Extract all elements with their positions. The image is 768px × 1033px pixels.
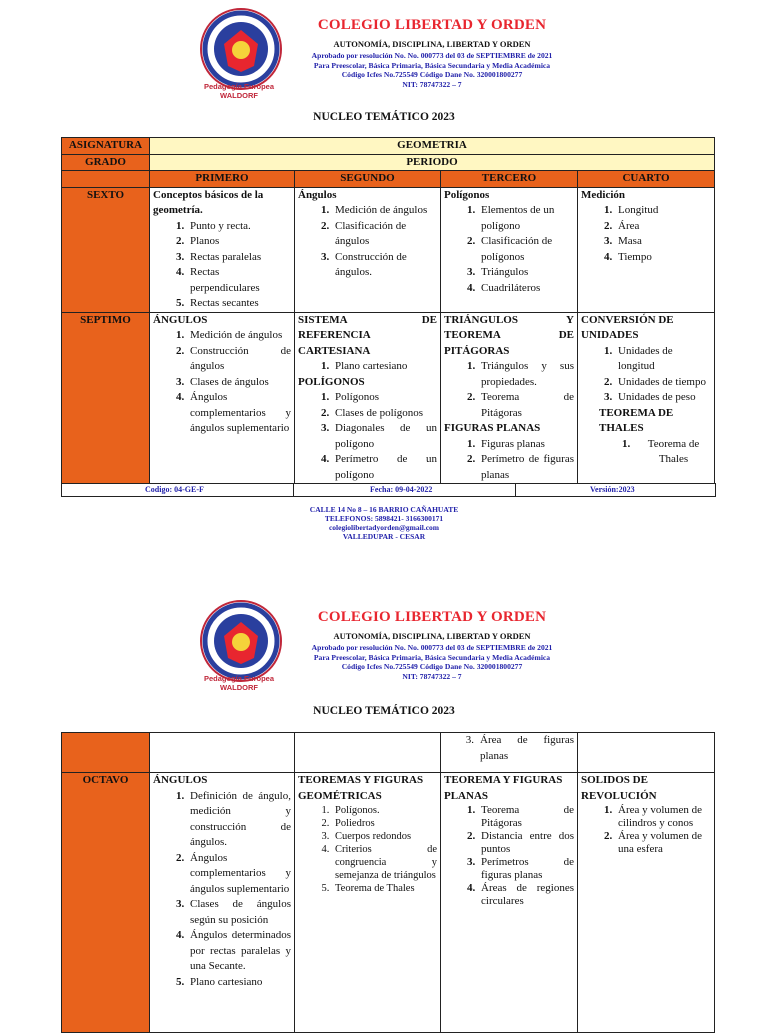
period-header-4: CUARTO [578,171,715,188]
city-text: VALLEDUPAR - CESAR [342,532,426,541]
cell-octavo-p4 [578,773,715,1033]
list-item: 1. Polígonos. [332,804,437,817]
list-item: 1. Definición de ángulo, medición y construcción de ángulos. [187,789,291,851]
cell-sexto-p3 [441,187,578,312]
topic-list [444,203,574,296]
topic-title: TEOREMAS Y FIGURAS GEOMÉTRICAS [298,774,424,802]
list-item: 1. Medición de ángulos [332,203,437,219]
period-header-1: PRIMERO [150,171,295,188]
cell-sexto-p1 [150,187,295,312]
list-item: 4. Criterios de congruencia y semejanza de triángulos [332,843,437,882]
resolution-text: Aprobado por resolución No. No. 000773 del 03 de SEPTIEMBRE de 2021 [311,51,553,60]
grade-sexto: SEXTO [62,187,150,312]
topic-title: ÁNGULOS [153,313,208,326]
list-item: 3. Construcción de ángulos. [332,250,437,281]
codes-text: Código Icfes No.725549 Código Dane No. 320001800277 [341,70,523,79]
list-item: 1. Medición de ángulos [187,328,291,344]
topic-title: TEOREMA DE THALES [599,406,674,434]
topic-list [581,344,711,406]
cell-continued-p1 [150,733,295,773]
cell-septimo-p2 [295,312,441,484]
logo-caption-line-1: Pedagogía Europea [203,674,275,683]
list-item: 3. Cuerpos redondos [332,830,437,843]
school-info [202,51,662,89]
list-item: 2. Teorema de Pitágoras [478,390,574,421]
asignatura-label: ASIGNATURA [62,138,150,155]
topic-list [581,203,711,265]
cell-octavo-p3 [441,773,578,1033]
list-item: 3. Clases de ángulos según su posición [187,897,291,928]
cell-septimo-p3 [441,312,578,484]
list-item: 1. Punto y recta. [187,219,291,235]
grade-octavo: OCTAVO [62,773,150,1033]
fecha-text: Fecha: 09-04-2022 [370,485,433,494]
list-item: 1. Longitud [615,203,711,219]
list-item: 2. Planos [187,234,291,250]
topic-list [153,219,291,312]
table-row-octavo [62,773,715,1033]
topic-title: TRIÁNGULOS Y TEOREMA DE PITÁGORAS [444,313,574,357]
topic-list [298,359,437,375]
list-item: 4. Cuadriláteros [478,281,574,297]
period-header-2: SEGUNDO [295,171,441,188]
list-item: 2. Clasificación de polígonos [478,234,574,265]
list-item: 5. Teorema de Thales [332,882,437,895]
table-row-septimo [62,312,715,484]
curriculum-table-2 [61,732,715,1033]
levels-text: Para Preescolar, Básica Primaria, Básica Secundaria y Media Académica [313,652,551,662]
list-item: 4. Tiempo [615,250,711,266]
document-code-bar [61,483,716,497]
topic-list [444,359,574,421]
list-item: 1. Figuras planas [478,437,574,453]
list-item [444,733,574,764]
topic-list [444,804,574,908]
cell-septimo-p1 [150,312,295,484]
grade-septimo: SEPTIMO [62,312,150,484]
topic-title: Ángulos [298,188,337,201]
cell-octavo-p2 [295,773,441,1033]
code-bar-divider-1 [293,484,294,496]
school-name: COLEGIO LIBERTAD Y ORDEN [317,17,547,33]
topic-list [581,804,711,856]
list-item: 1. Elementos de un polígono [478,203,574,234]
list-item: 2. Unidades de tiempo [615,375,711,391]
page-title-2: NUCLEO TEMÁTICO 2023 [313,705,455,717]
list-item: 2. Área [615,219,711,235]
nit-text: NIT: 78747322 – 7 [402,671,462,681]
cell-sexto-p4 [578,187,715,312]
grade-header-blank [62,171,150,188]
codigo-text: Codigo: 04-GE-F [145,485,204,494]
list-item: 1. Teorema de Pitágoras [478,804,574,830]
list-text: Área de figuras planas [480,734,574,762]
topic-title: SISTEMA DE REFERENCIA CARTESIANA [298,313,437,357]
school-motto: AUTONOMÍA, DISCIPLINA, LIBERTAD Y ORDEN [333,631,531,641]
school-name: COLEGIO LIBERTAD Y ORDEN [317,609,547,625]
list-item: 2. Ángulos complementarios y ángulos suplementario [187,851,291,898]
list-item: 2. Área y volumen de una esfera [615,830,711,856]
curriculum-table-1 [61,137,715,484]
list-item: 2. Construcción de ángulos [187,344,291,375]
list-item: 2. Perímetro de figuras planas [478,452,574,483]
cell-octavo-p1 [150,773,295,1033]
topic-title: SOLIDOS DE REVOLUCIÓN [581,774,657,802]
topic-list [153,328,291,437]
page-title-1: NUCLEO TEMÁTICO 2023 [313,111,455,123]
email-text: colegiolibertadyorden@gmail.com [328,523,440,532]
levels-text: Para Preescolar, Básica Primaria, Básica Secundaria y Media Académica [313,60,551,70]
list-item: 4. Perímetro de un polígono [332,452,437,483]
list-item: 4. Áreas de regiones circulares [478,882,574,908]
topic-title: Polígonos [444,188,490,201]
cell-continued-p3 [441,733,578,773]
list-item: 1. Polígonos [332,390,437,406]
logo-caption-line-2: WALDORF [220,91,258,100]
list-item: 3. Perímetros de figuras planas [478,856,574,882]
cell-continued-p4 [578,733,715,773]
table-row-sexto [62,187,715,312]
topic-list [298,390,437,483]
list-item: 1. Triángulos y sus propiedades. [478,359,574,390]
periodo-label: PERIODO [150,154,715,171]
logo-caption-line-2: WALDORF [220,683,258,692]
version-text: Versión:2023 [590,485,635,494]
topic-title: CONVERSIÓN DE UNIDADES [581,313,674,341]
topic-title: FIGURAS PLANAS [444,422,541,434]
topic-list [444,437,574,484]
list-item: 3. Clases de ángulos [187,375,291,391]
codes-text: Código Icfes No.725549 Código Dane No. 320001800277 [341,662,523,671]
topic-list [581,437,711,468]
school-motto: AUTONOMÍA, DISCIPLINA, LIBERTAD Y ORDEN [333,39,531,49]
list-item: 3. Rectas paralelas [187,250,291,266]
topic-title: ÁNGULOS [153,774,208,786]
topic-title: POLÍGONOS [298,375,365,388]
list-item: 2. Distancia entre dos puntos [478,830,574,856]
letterhead-2 [0,592,768,702]
list-item: 1. Área y volumen de cilindros y conos [615,804,711,830]
topic-title: Conceptos básicos de la geometría. [153,188,264,216]
nit-text: NIT: 78747322 – 7 [402,79,462,89]
list-item: 3. Triángulos [478,265,574,281]
period-header-3: TERCERO [441,171,578,188]
letterhead-1 [0,0,768,110]
list-item: 5. Rectas secantes [187,296,291,312]
list-item: 1. Plano cartesiano [332,359,437,375]
list-item: 1. Teorema de Thales [633,437,711,468]
school-info [202,643,662,681]
address-text: CALLE 14 No 8 – 16 BARRIO CAÑAHUATE [309,505,459,514]
list-number: 3. [465,734,474,746]
list-item: 4. Rectas perpendiculares [187,265,291,296]
list-item: 5. Plano cartesiano [187,975,291,991]
topic-list [298,804,437,895]
topic-title: TEOREMA Y FIGURAS PLANAS [444,774,563,802]
list-item: 3. Diagonales de un polígono [332,421,437,452]
list-item: 4. Ángulos determinados por rectas paralelas y una Secante. [187,928,291,975]
list-item: 3. Unidades de peso [615,390,711,406]
list-item: 1. Unidades de longitud [615,344,711,375]
topic-title: Medición [581,188,625,201]
list-item: 4. Ángulos complementarios y ángulos suplementario [187,390,291,437]
list-item: 2. Clasificación de ángulos [332,219,437,250]
page-footer [0,505,768,541]
grado-label: GRADO [62,154,150,171]
resolution-text: Aprobado por resolución No. No. 000773 del 03 de SEPTIEMBRE de 2021 [311,643,553,652]
table-row-continued [62,733,715,773]
list-item: 3. Masa [615,234,711,250]
phones-text: TELEFONOS: 5898421- 3166300171 [324,514,444,523]
logo-caption-line-1: Pedagogía Europea [203,82,275,91]
code-bar-divider-2 [515,484,516,496]
topic-list [153,789,291,991]
list-item: 2. Clases de polígonos [332,406,437,422]
cell-septimo-p4 [578,312,715,484]
cell-continued-p2 [295,733,441,773]
asignatura-value: GEOMETRIA [150,138,715,155]
grade-continued [62,733,150,773]
list-item: 2. Poliedros [332,817,437,830]
topic-list [298,203,437,281]
cell-sexto-p2 [295,187,441,312]
